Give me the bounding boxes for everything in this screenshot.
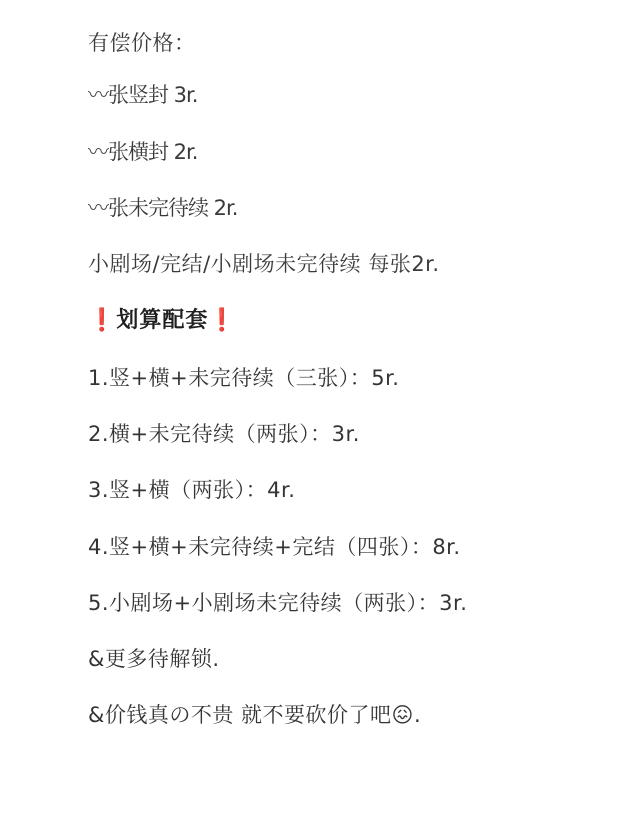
price-heading-block (88, 30, 600, 56)
price-item-3 (88, 195, 600, 221)
bundle-item-text: 3.竖+横（两张）：4r. (88, 478, 296, 503)
bundle-item-text: 4.竖+横+未完待续+完结（四张）：8r. (88, 534, 461, 559)
note-2 (88, 702, 600, 728)
bundle-item-3 (88, 477, 600, 503)
exclamation-icon-right: ❗ (208, 308, 237, 334)
price-item-text: 〰张横封 2r. (88, 139, 198, 164)
price-item-2 (88, 139, 600, 165)
note-1 (88, 646, 600, 672)
price-item-text: 小剧场/完结/小剧场未完待续 每张2r. (88, 252, 440, 276)
price-item-text: 〰张竖封 3r. (88, 83, 198, 108)
bundle-item-text: 1.竖+横+未完待续（三张）：5r. (88, 365, 400, 390)
bundle-item-4 (88, 534, 600, 560)
price-item-4 (88, 251, 600, 277)
note-text: &价钱真の不贵 就不要砍价了吧😖. (88, 703, 422, 728)
bundle-item-text: 2.横+未完待续（两张）：3r. (88, 422, 360, 446)
bundle-item-1 (88, 365, 600, 391)
price-item-text: 〰张未完待续 2r. (88, 195, 238, 220)
page-title: 有偿价格： (88, 31, 196, 55)
exclamation-icon-left: ❗ (88, 308, 117, 334)
price-item-1 (88, 82, 600, 108)
bundle-title-text: 划算配套 (116, 308, 209, 334)
bundle-item-5 (88, 590, 600, 616)
bundle-item-text: 5.小剧场+小剧场未完待续（两张）：3r. (88, 590, 468, 615)
note-text: &更多待解锁. (88, 647, 220, 671)
bundle-section-title (88, 307, 600, 335)
bundle-item-2 (88, 421, 600, 447)
